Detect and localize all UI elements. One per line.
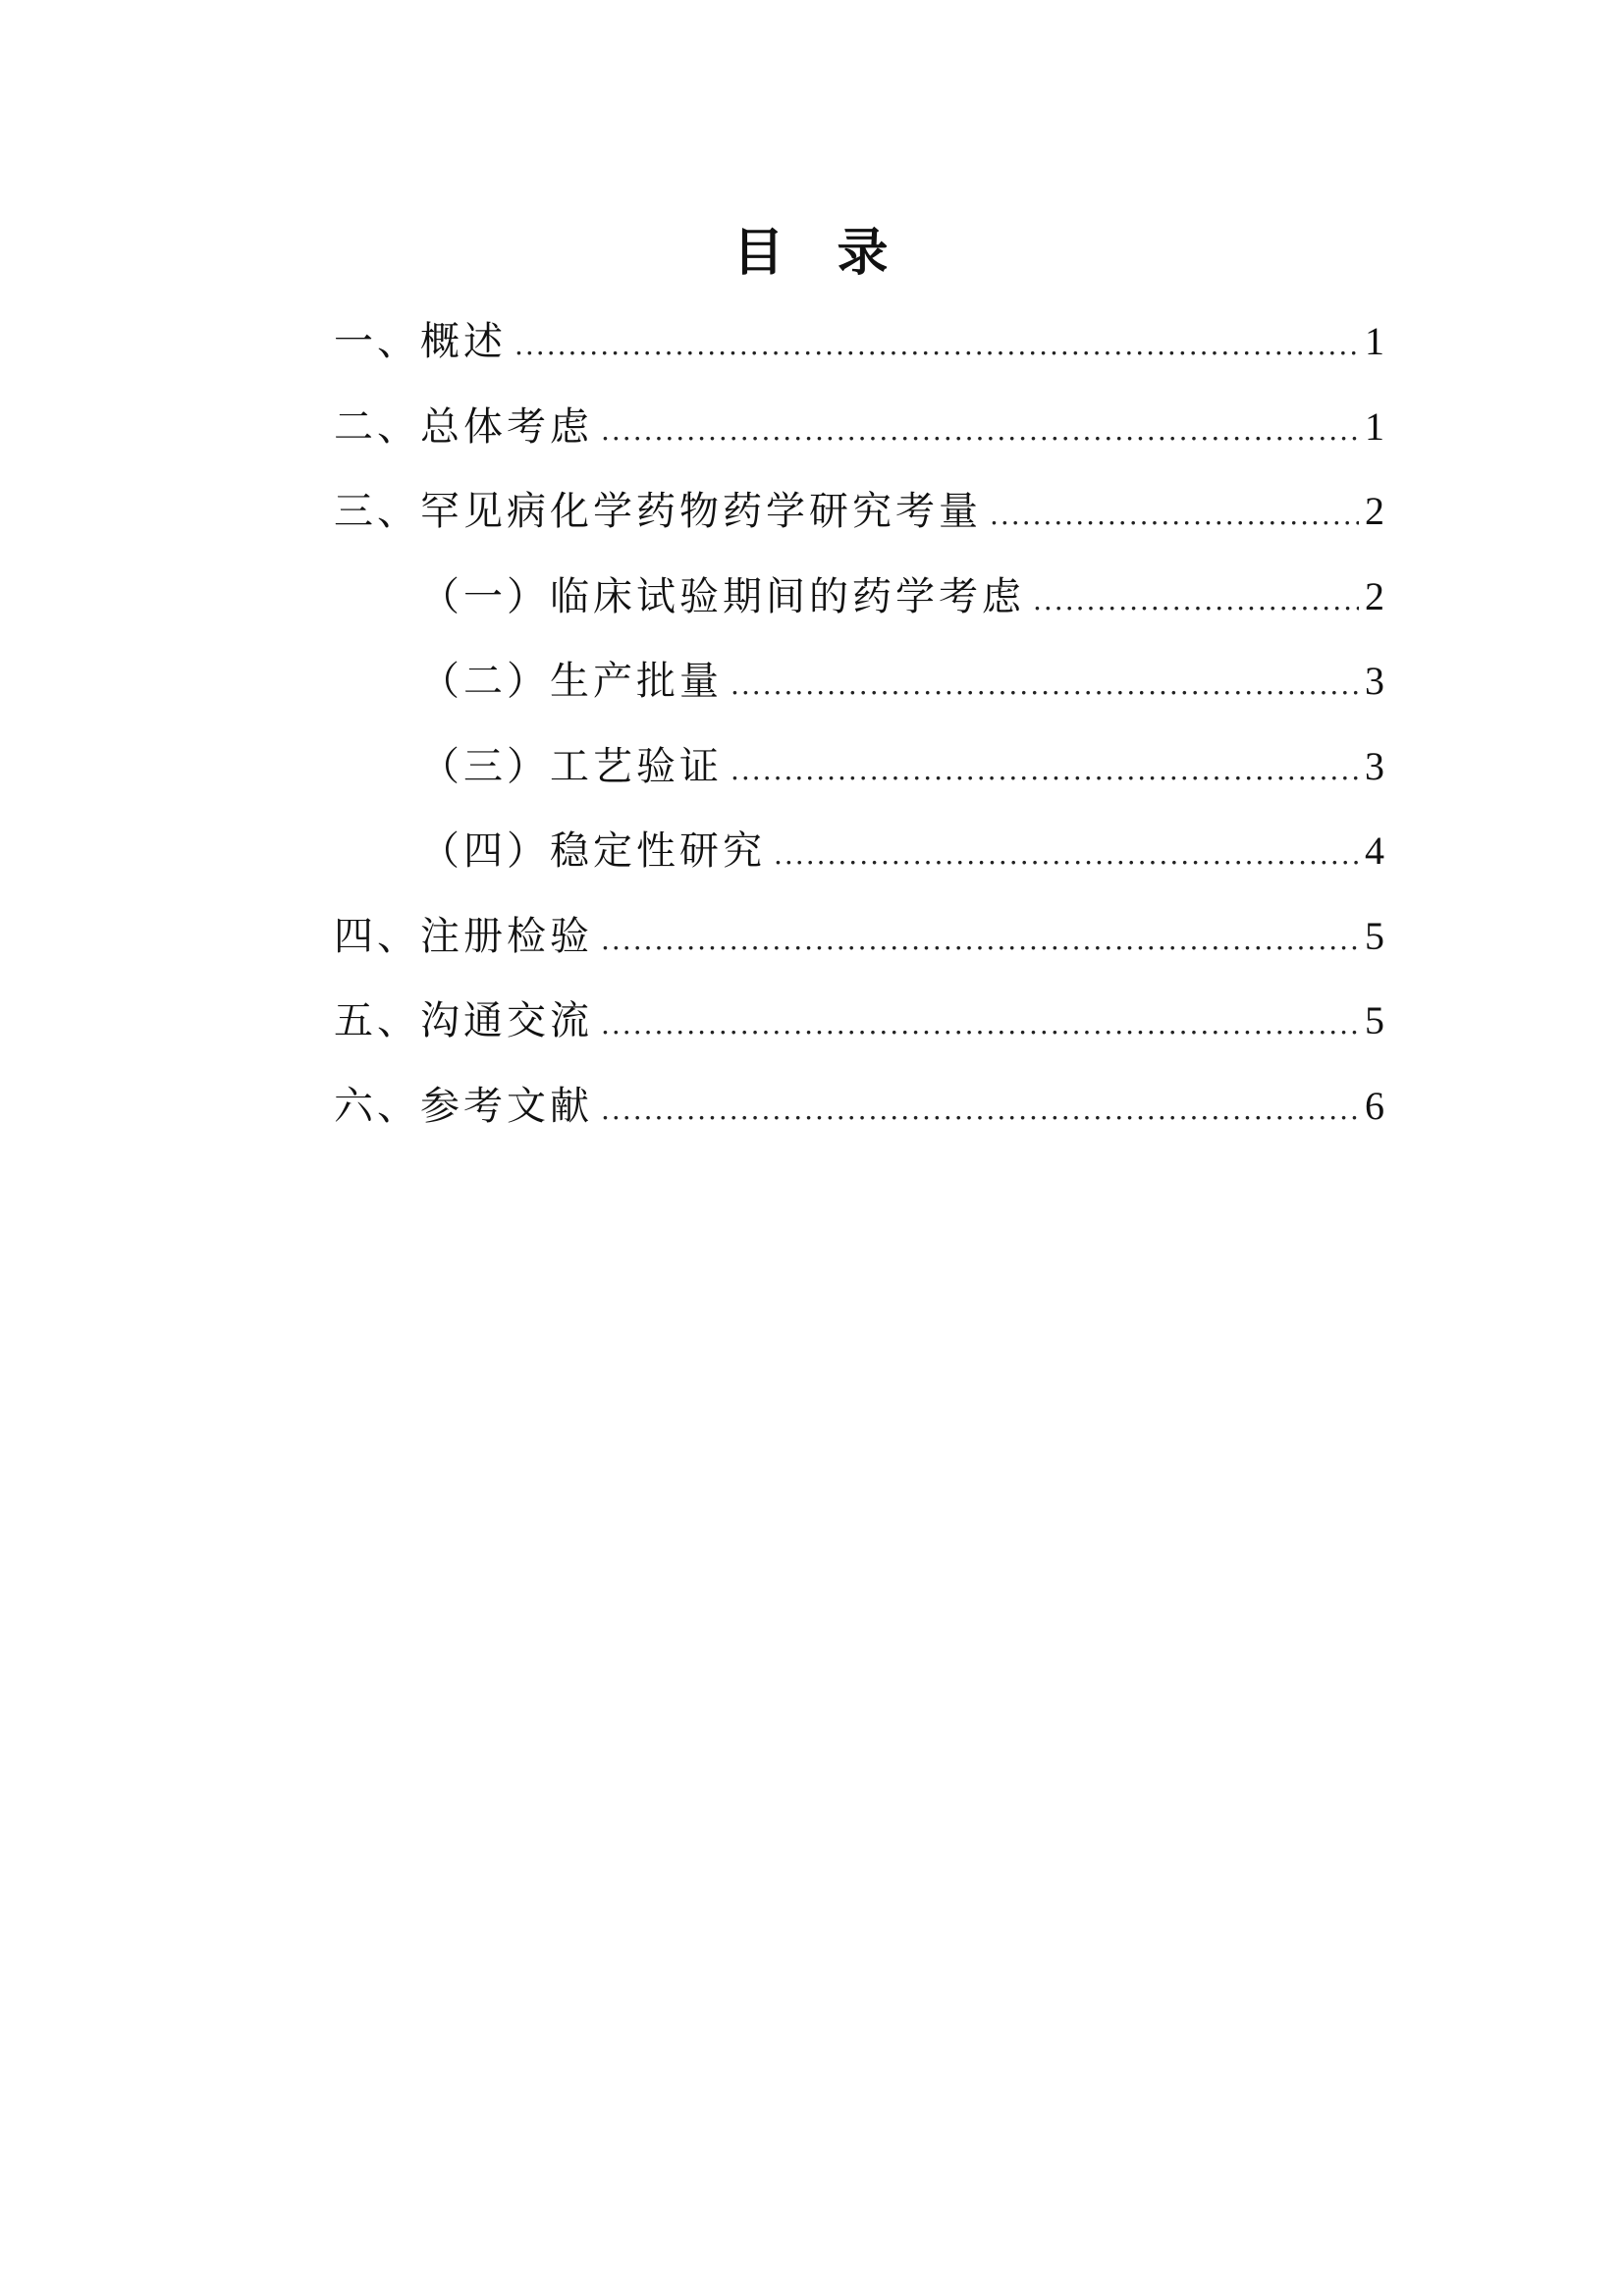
toc-dot-leader — [990, 486, 1359, 545]
toc-entry-label: 六、参考文献 — [334, 1083, 593, 1129]
toc-entry-rare-disease-pharmaceutical-research[interactable] — [334, 482, 1384, 567]
toc-entry-production-batch-size[interactable] — [334, 652, 1384, 737]
toc-dot-leader — [774, 826, 1359, 884]
toc-entry-label: 一、概述 — [334, 319, 507, 364]
toc-page-number: 6 — [1365, 1083, 1384, 1128]
toc-page-number: 3 — [1365, 743, 1384, 788]
toc-page-number: 4 — [1365, 828, 1384, 873]
toc-page-number: 3 — [1365, 659, 1384, 703]
toc-dot-leader — [601, 995, 1359, 1054]
toc-title-part-1: 目 — [732, 224, 786, 283]
toc-page-number: 1 — [1365, 319, 1384, 363]
toc-entry-communication[interactable] — [334, 991, 1384, 1077]
toc-entry-label: 二、总体考虑 — [334, 403, 593, 450]
toc-entry-clinical-trial-considerations[interactable] — [334, 567, 1384, 653]
toc-dot-leader — [1033, 571, 1359, 630]
toc-entry-label: （二）生产批量 — [420, 659, 723, 704]
toc-title-part-2: 录 — [837, 224, 891, 283]
toc-dot-leader — [601, 911, 1359, 970]
toc-dot-leader — [601, 1081, 1359, 1140]
toc-title — [0, 214, 1623, 293]
toc-entry-process-validation[interactable] — [334, 737, 1384, 823]
toc-entry-stability-study[interactable] — [334, 822, 1384, 907]
toc-dot-leader — [601, 401, 1359, 460]
toc-entry-overview[interactable] — [334, 312, 1384, 398]
table-of-contents — [334, 312, 1384, 1161]
toc-entry-label: （四）稳定性研究 — [420, 828, 766, 874]
toc-dot-leader — [730, 741, 1359, 800]
toc-page-number: 2 — [1365, 573, 1384, 618]
toc-page-number: 5 — [1365, 913, 1384, 958]
toc-dot-leader — [514, 316, 1359, 375]
toc-page-number: 2 — [1365, 489, 1384, 533]
toc-entry-general-considerations[interactable] — [334, 398, 1384, 483]
toc-entry-label: （三）工艺验证 — [420, 743, 723, 789]
toc-entry-label: 五、沟通交流 — [334, 998, 593, 1043]
toc-entry-label: 四、注册检验 — [334, 913, 593, 959]
toc-entry-registration-testing[interactable] — [334, 907, 1384, 992]
toc-entry-label: （一）临床试验期间的药学考虑 — [420, 573, 1025, 619]
toc-entry-references[interactable] — [334, 1077, 1384, 1162]
toc-dot-leader — [730, 656, 1359, 715]
toc-page-number: 1 — [1365, 403, 1384, 449]
toc-page-number: 5 — [1365, 998, 1384, 1042]
toc-entry-label: 三、罕见病化学药物药学研究考量 — [334, 489, 982, 534]
